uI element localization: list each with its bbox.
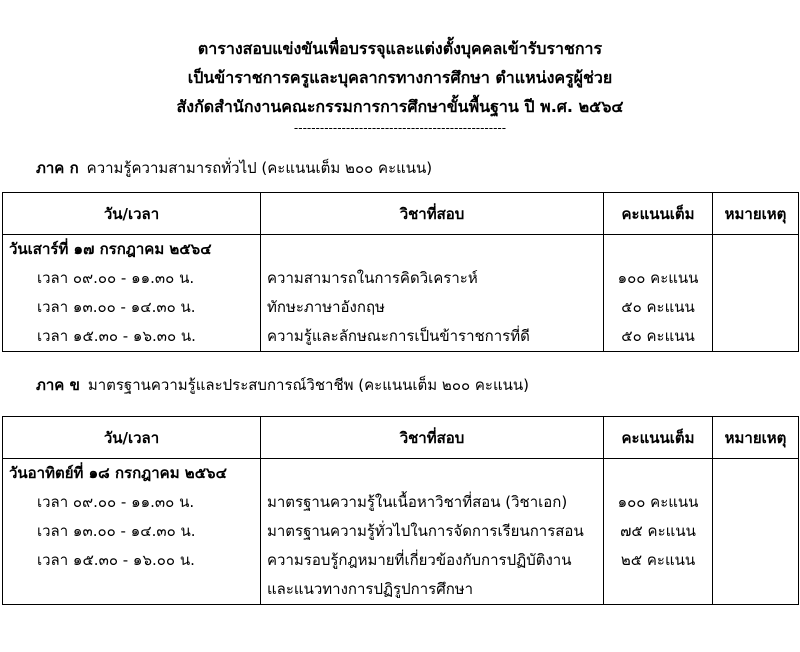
title-divider: ------------------------------------------------- <box>293 121 507 135</box>
exam-subject: มาตรฐานความรู้ทั่วไปในการจัดการเรียนการสอน <box>267 522 584 540</box>
table-header-row <box>3 417 799 459</box>
table-row <box>3 459 799 605</box>
exam-subject: ความรอบรู้กฎหมายที่เกี่ยวข้องกับการปฏิบัติงาน <box>267 551 572 569</box>
exam-time: เวลา ๑๕.๓๐ - ๑๖.๐๐ น. <box>37 551 195 569</box>
exam-score: ๒๕ คะแนน <box>620 551 696 569</box>
exam-score: ๗๕ คะแนน <box>620 522 696 540</box>
exam-time: เวลา ๐๙.๐๐ - ๑๑.๓๐ น. <box>37 493 195 511</box>
title-line-2: เป็นข้าราชการครูและบุคลากรทางการศึกษา ตำแหน่งครูผู้ช่วย <box>187 68 613 87</box>
exam-score: ๕๐ คะแนน <box>621 298 695 316</box>
exam-time: เวลา ๑๕.๓๐ - ๑๖.๓๐ น. <box>37 327 196 345</box>
column-header-note: หมายเหตุ <box>713 193 799 235</box>
section-a-label: ภาค ก <box>36 159 79 177</box>
exam-subject: ความสามารถในการคิดวิเคราะห์ <box>267 269 478 287</box>
exam-subject: ความรู้และลักษณะการเป็นข้าราชการที่ดี <box>267 327 530 345</box>
score-cell <box>604 235 713 352</box>
column-header-note: หมายเหตุ <box>713 417 799 459</box>
exam-time: เวลา ๑๓.๐๐ - ๑๔.๓๐ น. <box>37 522 196 540</box>
document-title <box>0 34 800 121</box>
column-header-datetime: วัน/เวลา <box>3 417 261 459</box>
column-header-score: คะแนนเต็ม <box>604 193 713 235</box>
section-b-label: ภาค ข <box>36 376 80 394</box>
exam-score: ๕๐ คะแนน <box>621 327 695 345</box>
title-line-1: ตารางสอบแข่งขันเพื่อบรรจุและแต่งตั้งบุคคลเข้ารับราชการ <box>197 39 603 58</box>
exam-subject-continued: และแนวทางการปฏิรูปการศึกษา <box>267 580 474 598</box>
exam-subject: มาตรฐานความรู้ในเนื้อหาวิชาที่สอน (วิชาเอก) <box>267 493 568 511</box>
exam-day: วันเสาร์ที่ ๑๗ กรกฎาคม ๒๕๖๔ <box>9 240 212 258</box>
subject-cell <box>261 235 604 352</box>
section-b-title: มาตรฐานความรู้และประสบการณ์วิชาชีพ (คะแนนเต็ม ๒๐๐ คะแนน) <box>87 376 530 394</box>
column-header-score: คะแนนเต็ม <box>604 417 713 459</box>
section-b-heading <box>36 373 529 397</box>
exam-score: ๑๐๐ คะแนน <box>617 493 699 511</box>
exam-day: วันอาทิตย์ที่ ๑๘ กรกฎาคม ๒๕๖๔ <box>9 464 227 482</box>
exam-time: เวลา ๑๓.๐๐ - ๑๔.๓๐ น. <box>37 298 196 316</box>
exam-time: เวลา ๐๙.๐๐ - ๑๑.๓๐ น. <box>37 269 195 287</box>
datetime-cell <box>3 235 261 352</box>
column-header-datetime: วัน/เวลา <box>3 193 261 235</box>
table-header-row <box>3 193 799 235</box>
score-cell <box>604 459 713 605</box>
section-b-table <box>2 416 799 605</box>
title-line-3: สังกัดสำนักงานคณะกรรมการการศึกษาขั้นพื้นฐาน ปี พ.ศ. ๒๕๖๔ <box>176 97 624 116</box>
note-cell <box>713 459 799 605</box>
exam-score: ๑๐๐ คะแนน <box>617 269 699 287</box>
table-row <box>3 235 799 352</box>
section-a-heading <box>36 156 432 180</box>
subject-cell <box>261 459 604 605</box>
section-a-title: ความรู้ความสามารถทั่วไป (คะแนนเต็ม ๒๐๐ คะแนน) <box>86 159 433 177</box>
note-cell <box>713 235 799 352</box>
exam-subject: ทักษะภาษาอังกฤษ <box>267 298 385 316</box>
column-header-subject: วิชาที่สอบ <box>261 193 604 235</box>
datetime-cell <box>3 459 261 605</box>
section-a-table <box>2 192 799 352</box>
column-header-subject: วิชาที่สอบ <box>261 417 604 459</box>
